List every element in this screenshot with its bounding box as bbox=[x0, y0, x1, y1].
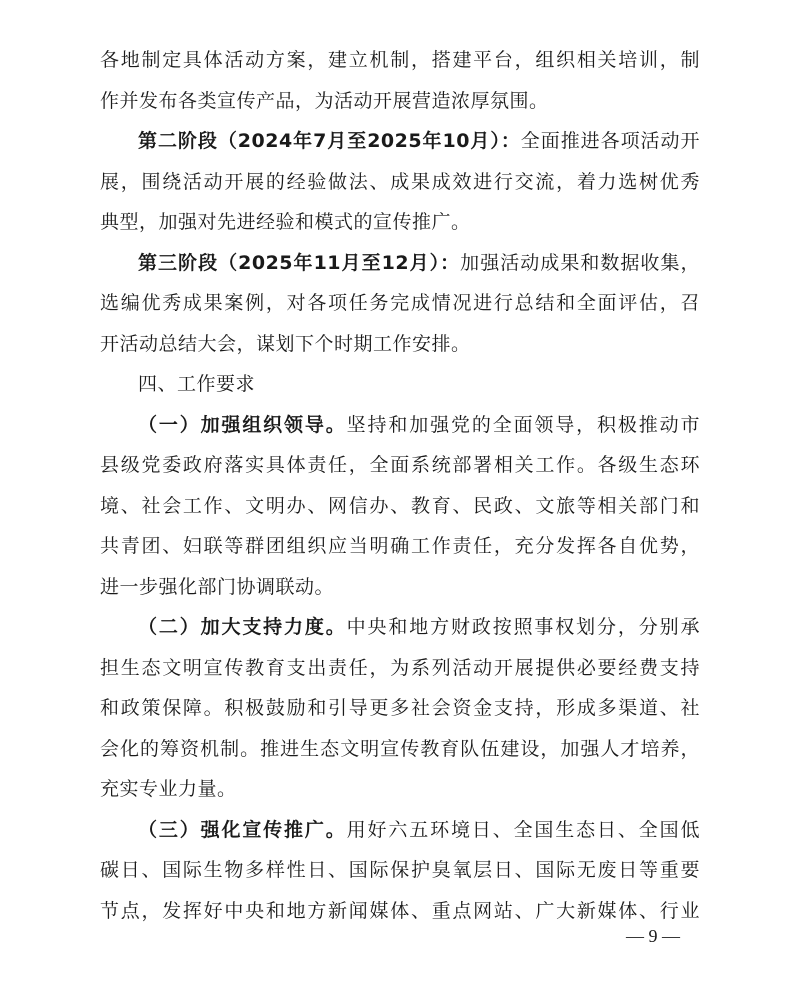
line-text: 和政策保障。积极鼓励和引导更多社会资金支持，形成多渠道、社 bbox=[100, 697, 700, 719]
line-text: 加强活动成果和数据收集， bbox=[460, 251, 700, 274]
bold-lead: （二）加大支持力度。 bbox=[138, 616, 347, 638]
text-line bbox=[100, 405, 700, 446]
document-body bbox=[100, 40, 700, 931]
line-text: 作并发布各类宣传产品，为活动开展营造浓厚氛围。 bbox=[100, 89, 549, 112]
text-line bbox=[100, 486, 700, 527]
text-line bbox=[100, 526, 700, 567]
line-text: 境、社会工作、文明办、网信办、教育、民政、文旅等相关部门和 bbox=[100, 494, 700, 517]
text-line bbox=[100, 648, 700, 689]
text-line bbox=[100, 445, 700, 486]
line-text: 担生态文明宣传教育支出责任，为系列活动开展提供必要经费支持 bbox=[100, 656, 700, 679]
text-line bbox=[100, 850, 700, 891]
line-text: 充实专业力量。 bbox=[100, 778, 237, 800]
line-text: 四、工作要求 bbox=[138, 373, 256, 395]
text-line bbox=[100, 891, 700, 932]
text-line bbox=[100, 567, 700, 608]
text-line bbox=[100, 121, 700, 162]
line-text: 碳日、国际生物多样性日、国际保护臭氧层日、国际无废日等重要 bbox=[100, 859, 700, 881]
line-text: 会化的筹资机制。推进生态文明宣传教育队伍建设，加强人才培养， bbox=[100, 737, 700, 760]
line-text: 选编优秀成果案例，对各项任务完成情况进行总结和全面评估，召 bbox=[100, 292, 700, 314]
text-line bbox=[100, 729, 700, 770]
line-text: 用好六五环境日、全国生态日、全国低 bbox=[346, 818, 700, 841]
text-line bbox=[100, 162, 700, 203]
line-text: 展，围绕活动开展的经验做法、成果成效进行交流，着力选树优秀 bbox=[100, 170, 700, 193]
line-text: 各地制定具体活动方案，建立机制，搭建平台，组织相关培训，制 bbox=[100, 49, 700, 71]
bold-lead: 第二阶段（2024年7月至2025年10月）： bbox=[138, 130, 521, 152]
text-line bbox=[100, 81, 700, 122]
text-line bbox=[100, 40, 700, 81]
text-line bbox=[100, 688, 700, 729]
section-heading bbox=[100, 364, 700, 405]
text-line bbox=[100, 324, 700, 365]
bold-lead: （一）加强组织领导。 bbox=[138, 413, 347, 436]
text-line bbox=[100, 607, 700, 648]
line-text: 节点，发挥好中央和地方新闻媒体、重点网站、广大新媒体、行业 bbox=[100, 899, 700, 922]
line-text: 进一步强化部门协调联动。 bbox=[100, 575, 335, 598]
line-text: 坚持和加强党的全面领导，积极推动市 bbox=[346, 413, 700, 436]
bold-lead: 第三阶段（2025年11月至12月）： bbox=[138, 251, 461, 274]
bold-lead: （三）强化宣传推广。 bbox=[138, 818, 347, 841]
line-text: 中央和地方财政按照事权划分，分别承 bbox=[346, 616, 700, 638]
line-text: 全面推进各项活动开 bbox=[520, 130, 700, 152]
text-line bbox=[100, 202, 700, 243]
line-text: 共青团、妇联等群团组织应当明确工作责任，充分发挥各自优势， bbox=[100, 535, 700, 557]
text-line bbox=[100, 243, 700, 284]
line-text: 典型，加强对先进经验和模式的宣传推广。 bbox=[100, 211, 471, 233]
text-line bbox=[100, 810, 700, 851]
line-text: 县级党委政府落实具体责任，全面系统部署相关工作。各级生态环 bbox=[100, 454, 700, 476]
text-line bbox=[100, 769, 700, 810]
line-text: 开活动总结大会，谋划下个时期工作安排。 bbox=[100, 332, 471, 355]
page-number: — 9 — bbox=[626, 926, 680, 946]
text-line bbox=[100, 283, 700, 324]
